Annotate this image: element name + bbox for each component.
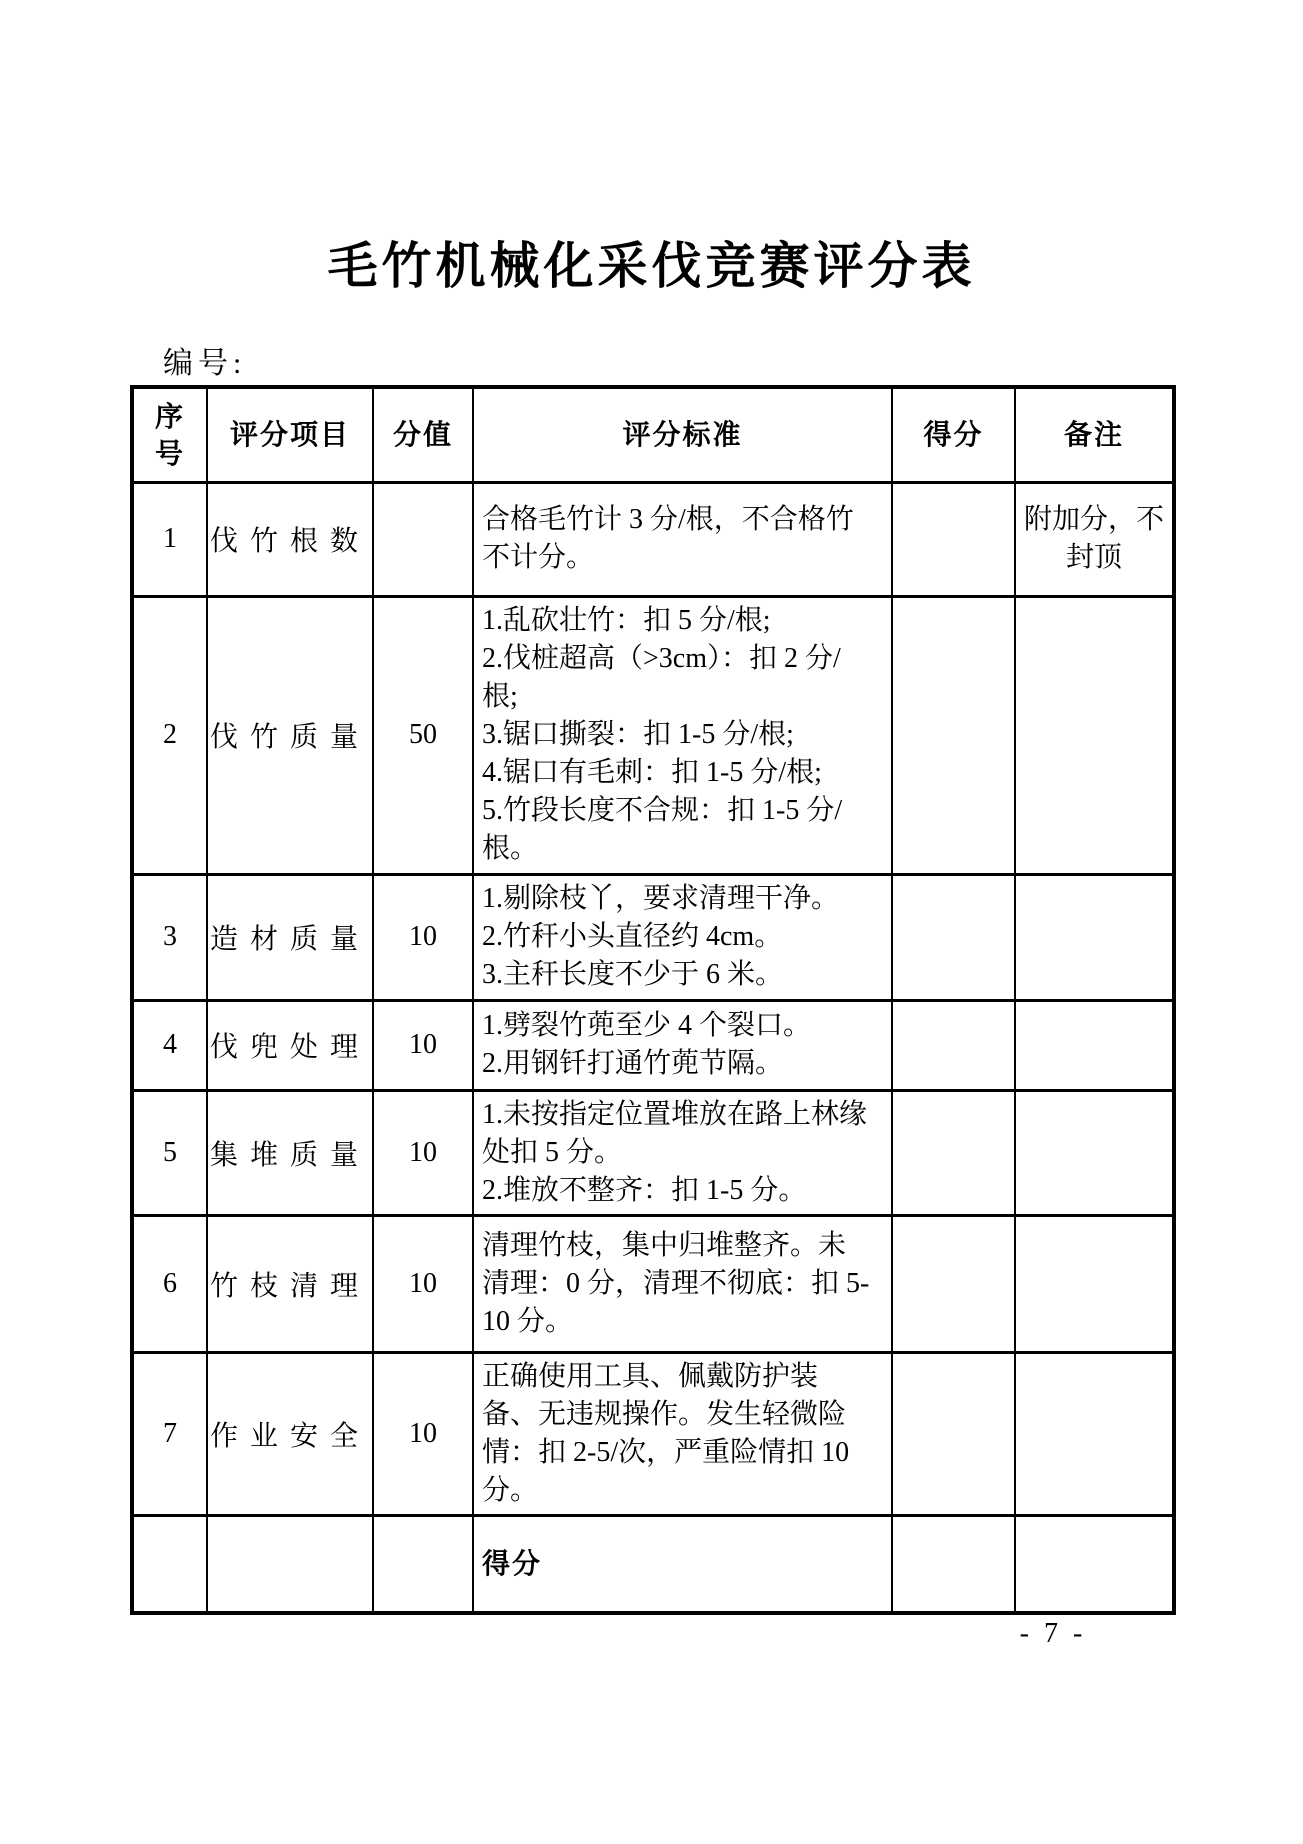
criteria-line: 4.锯口有毛刺：扣 1-5 分/根; [482,757,822,788]
score-table [130,385,1176,1615]
row-item: 伐竹质量 [207,596,373,874]
table-row [132,1215,1174,1352]
row-no: 6 [132,1215,207,1352]
row-no: 7 [132,1352,207,1515]
criteria-line: 2.堆放不整齐：扣 1-5 分。 [482,1174,807,1206]
table-row [132,482,1174,596]
row-remark [1015,1515,1174,1613]
row-remark [1015,874,1174,1000]
row-item [207,1515,373,1613]
criteria-line: 2.用钢钎打通竹蔸节隔。 [482,1048,784,1079]
row-remark: 附加分，不封顶 [1015,482,1174,596]
row-points [373,1515,473,1613]
row-score [892,1515,1015,1613]
row-no: 4 [132,1000,207,1090]
criteria-line: 1.乱砍壮竹：扣 5 分/根; [482,605,771,636]
row-criteria [473,1090,892,1215]
criteria-line: 1.劈裂竹蔸至少 4 个裂口。 [482,1010,812,1041]
row-no [132,1515,207,1613]
serial-number-label: 编号: [163,347,247,380]
table-row [132,596,1174,874]
row-criteria [473,1215,892,1352]
criteria-line: 2.伐桩超高（>3cm）：扣 2 分/根; [482,643,841,712]
row-item: 伐兜处理 [207,1000,373,1090]
header-points: 分值 [373,387,473,482]
table-row [132,874,1174,1000]
row-criteria [473,596,892,874]
row-criteria [473,1000,892,1090]
header-remark: 备注 [1015,387,1174,482]
row-points: 10 [373,1000,473,1090]
row-item: 造材质量 [207,874,373,1000]
row-points: 10 [373,1352,473,1515]
row-remark [1015,1215,1174,1352]
row-no: 5 [132,1090,207,1215]
row-points: 10 [373,874,473,1000]
row-item: 作业安全 [207,1352,373,1515]
row-remark [1015,1090,1174,1215]
row-score [892,1090,1015,1215]
criteria-line: 2.竹秆小头直径约 4cm。 [482,921,783,952]
row-item: 竹枝清理 [207,1215,373,1352]
header-no: 序号 [132,387,207,482]
row-remark [1015,1000,1174,1090]
row-criteria [473,874,892,1000]
row-item: 伐竹根数 [207,482,373,596]
row-points: 10 [373,1090,473,1215]
row-remark [1015,596,1174,874]
row-points: 10 [373,1215,473,1352]
row-criteria [473,482,892,596]
row-score [892,874,1015,1000]
header-criteria: 评分标准 [473,387,892,482]
criteria-line: 3.锯口撕裂：扣 1-5 分/根; [482,719,794,750]
row-criteria [473,1352,892,1515]
header-item: 评分项目 [207,387,373,482]
row-score [892,482,1015,596]
page-number: - 7 - [1019,1618,1087,1649]
row-score [892,1000,1015,1090]
table-row [132,1090,1174,1215]
criteria-line: 5.竹段长度不合规：扣 1-5 分/根。 [482,795,843,864]
criteria-line: 清理竹枝，集中归堆整齐。未清理：0 分，清理不彻底：扣 5-10 分。 [482,1229,870,1337]
criteria-line: 3.主秆长度不少于 6 米。 [482,959,784,990]
row-score [892,1352,1015,1515]
row-no: 1 [132,482,207,596]
table-total-row [132,1515,1174,1613]
criteria-line: 合格毛竹计 3 分/根，不合格竹不计分。 [482,504,854,573]
row-no: 3 [132,874,207,1000]
criteria-line: 正确使用工具、佩戴防护装备、无违规操作。发生轻微险情：扣 2-5/次，严重险情扣 10 分。 [482,1360,850,1506]
row-points [373,482,473,596]
table-row [132,1352,1174,1515]
row-score [892,596,1015,874]
table-header-row [132,387,1174,482]
row-score [892,1215,1015,1352]
page-title: 毛竹机械化采伐竞赛评分表 [327,238,976,294]
row-no: 2 [132,596,207,874]
table-row [132,1000,1174,1090]
total-score-label: 得分 [482,1547,543,1579]
row-remark [1015,1352,1174,1515]
header-score: 得分 [892,387,1015,482]
row-item: 集堆质量 [207,1090,373,1215]
criteria-line: 1.未按指定位置堆放在路上林缘处扣 5 分。 [482,1098,868,1168]
criteria-line: 1.剔除枝丫，要求清理干净。 [482,883,840,914]
total-score-cell [473,1515,892,1613]
row-points: 50 [373,596,473,874]
